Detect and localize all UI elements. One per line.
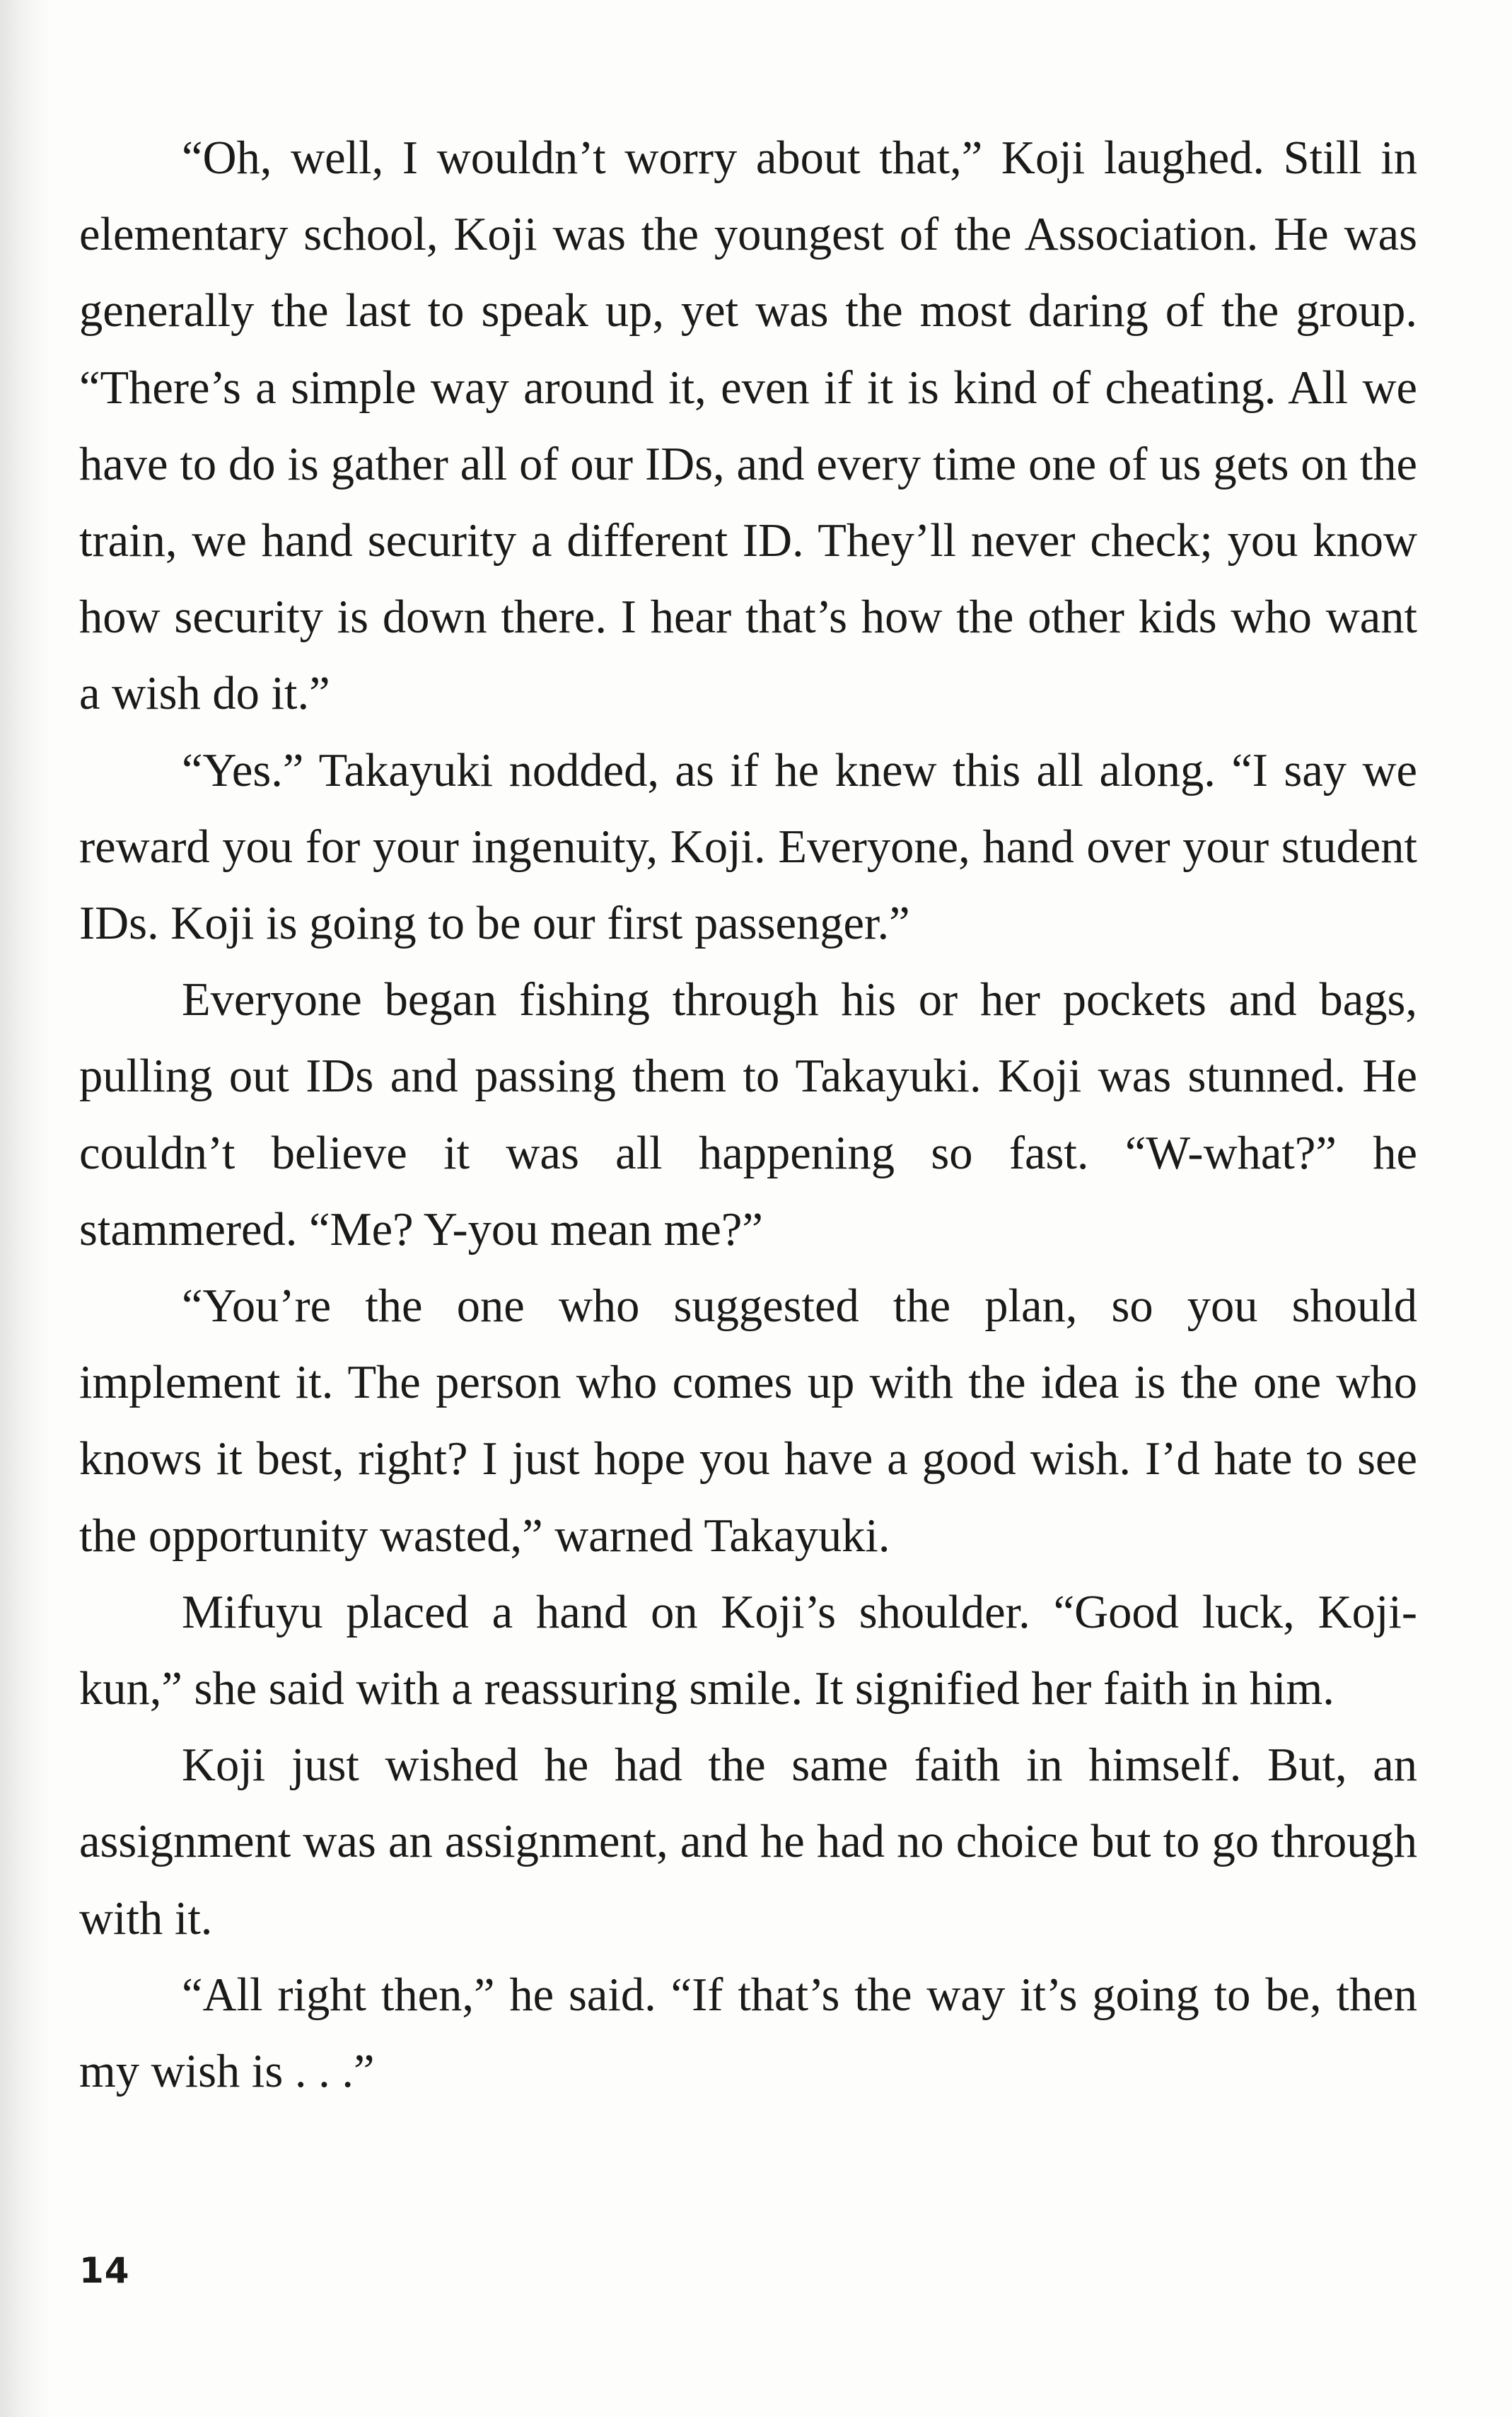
body-text [79,120,1417,2110]
paragraph-2: “Yes.” Takayuki nodded, as if he knew this all along. “I say we reward you for your ingenuity, Koji. Everyone, hand over your student IDs. Koji is going to be our first passenger.” [79,744,1417,950]
paragraph-4: “You’re the one who suggested the plan, so you should implement it. The person who comes up with the idea is the one who knows it best, right? I just hope you have a good wish. I’d hate to see the opportunity wasted,” warned Takayuki. [79,1280,1417,1562]
paragraph-5: Mifuyu placed a hand on Koji’s shoulder. “Good luck, Koji-kun,” she said with a reassuring smile. It signified her faith in him. [79,1586,1417,1715]
paragraph-3: Everyone began fishing through his or her pockets and bags, pulling out IDs and passing them to Takayuki. Koji was stunned. He couldn’t believe it was all happening so fast. “W-what?” he stammered. “Me? Y-you mean me?” [79,974,1417,1256]
page-number: 14 [79,2250,130,2291]
paragraph-7: “All right then,” he said. “If that’s the way it’s going to be, then my wish is . . .” [79,1969,1417,2098]
binding-shadow [0,0,50,2417]
paragraph-1: “Oh, well, I wouldn’t worry about that,” Koji laughed. Still in elementary school, Koji was the youngest of the Association. He was generally the last to speak up, yet was the most daring of the group. “There’s a simple way around it, even if it is kind of cheating. All we have to do is gather all of our IDs, and every time one of us gets on the train, we hand security a different ID. They’ll never check; you know how security is down there. I hear that’s how the other kids who want a wish do it.” [79,132,1417,720]
paragraph-6: Koji just wished he had the same faith in himself. But, an assignment was an assignment, and he had no choice but to go through with it. [79,1739,1417,1944]
